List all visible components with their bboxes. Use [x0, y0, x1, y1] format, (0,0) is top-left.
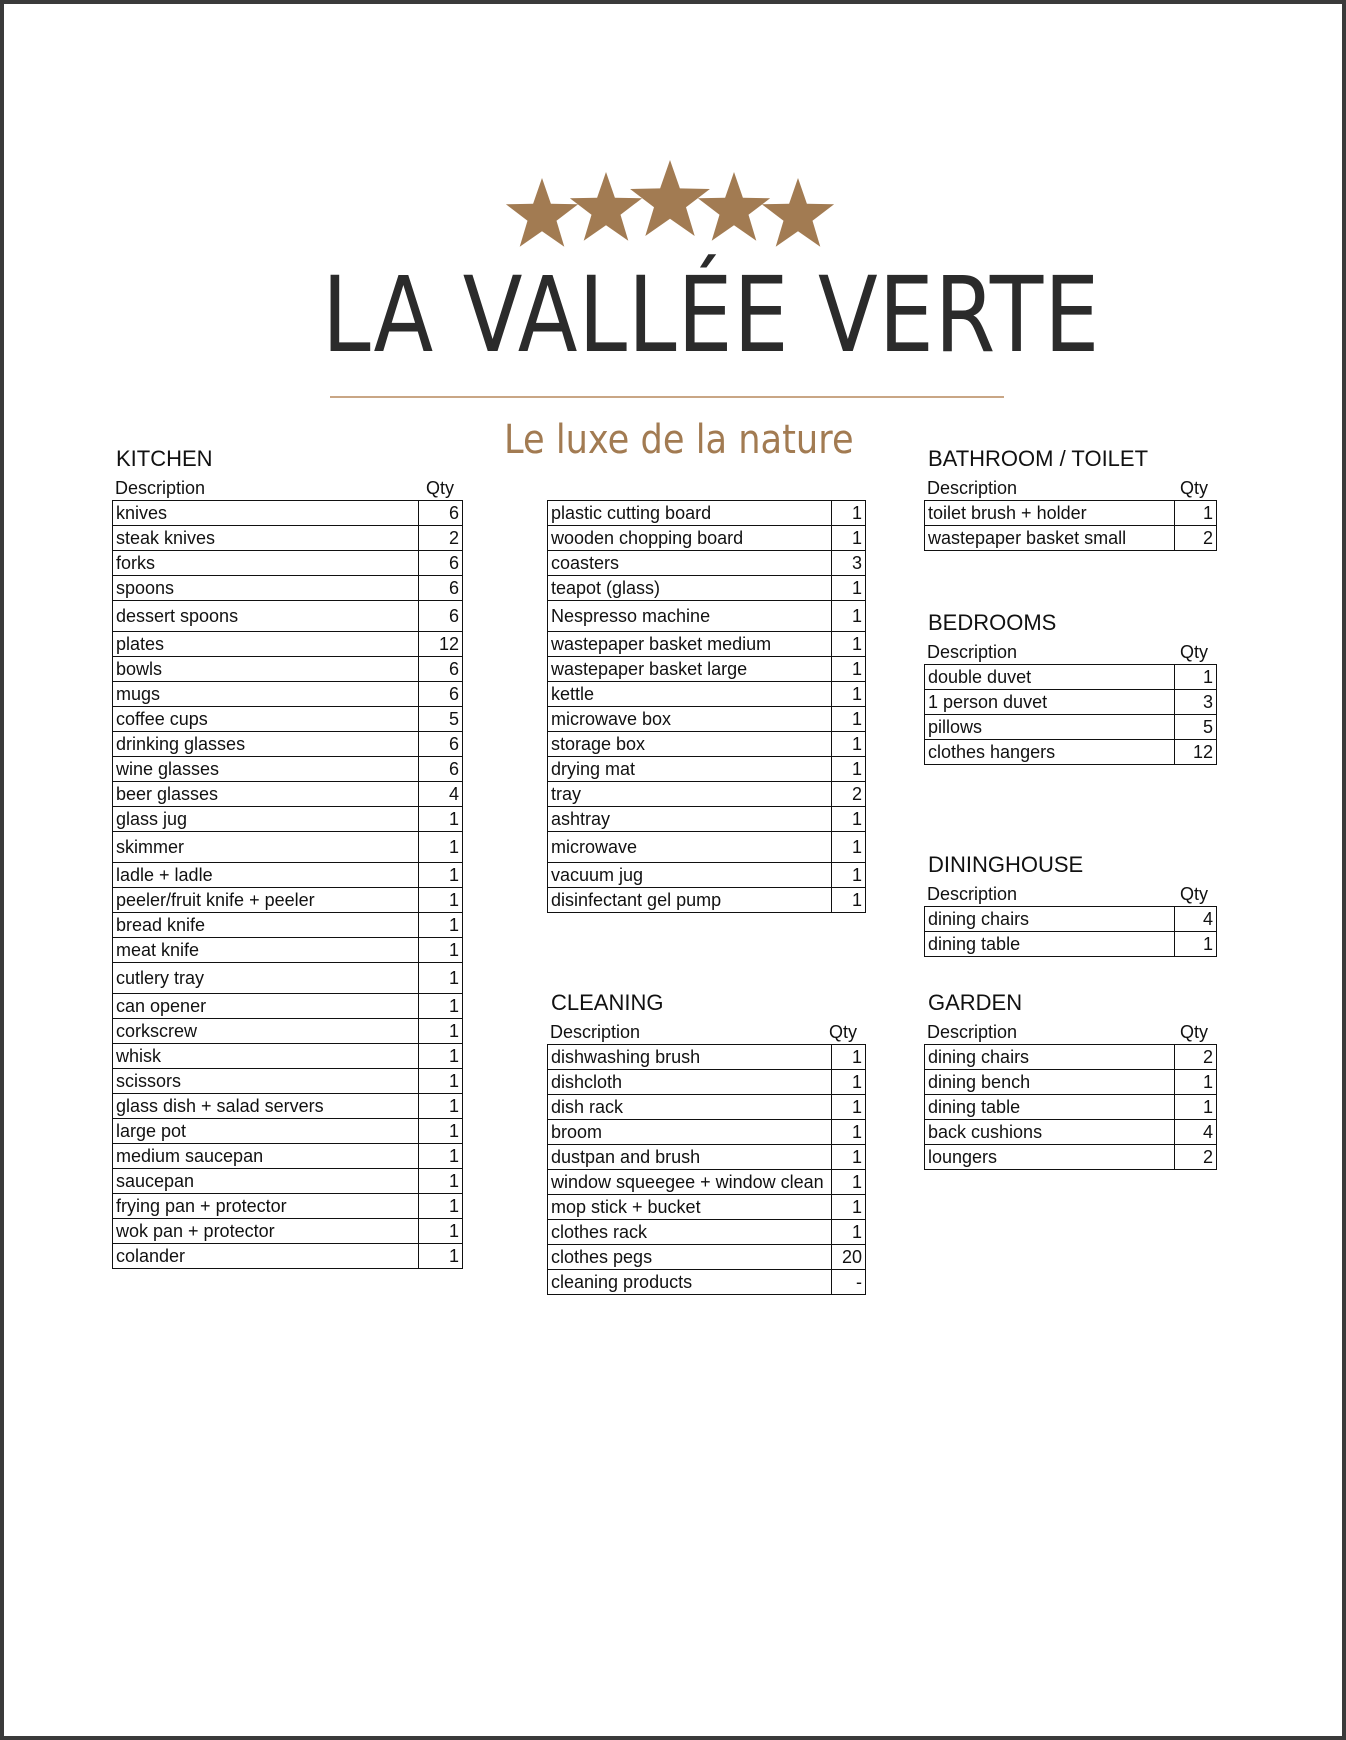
item-qty: 1 — [419, 1044, 463, 1069]
item-qty: 1 — [419, 1169, 463, 1194]
item-description: knives — [113, 501, 419, 526]
item-qty: 1 — [832, 1220, 866, 1245]
item-qty: - — [832, 1270, 866, 1295]
item-description: window squeegee + window clean — [548, 1170, 832, 1195]
table-header — [112, 476, 462, 500]
cleaning-table — [547, 1044, 866, 1295]
table-row — [925, 932, 1217, 957]
item-qty: 1 — [419, 1094, 463, 1119]
item-qty: 1 — [832, 1095, 866, 1120]
item-qty: 1 — [419, 994, 463, 1019]
column-header-qty: Qty — [425, 478, 454, 498]
table-row — [548, 1095, 866, 1120]
table-row — [113, 551, 463, 576]
table-row — [113, 994, 463, 1019]
kitchen-continued-table — [547, 500, 866, 913]
item-description: meat knife — [113, 938, 419, 963]
item-qty: 1 — [832, 863, 866, 888]
item-qty: 3 — [832, 551, 866, 576]
item-description: wastepaper basket large — [548, 657, 832, 682]
item-qty: 1 — [419, 807, 463, 832]
table-row — [113, 1069, 463, 1094]
table-row — [548, 1170, 866, 1195]
table-row — [113, 1119, 463, 1144]
item-qty: 6 — [419, 501, 463, 526]
item-qty: 1 — [832, 576, 866, 601]
table-row — [548, 863, 866, 888]
column-header-description: Description — [927, 642, 1018, 662]
item-qty: 1 — [1175, 665, 1217, 690]
item-description: toilet brush + holder — [925, 501, 1175, 526]
item-description: medium saucepan — [113, 1144, 419, 1169]
item-description: colander — [113, 1244, 419, 1269]
table-row — [113, 1044, 463, 1069]
section-title-garden: GARDEN — [928, 990, 1023, 1015]
table-row — [113, 913, 463, 938]
table-row — [548, 601, 866, 632]
item-qty: 1 — [419, 963, 463, 994]
item-qty: 1 — [1175, 501, 1217, 526]
item-description: dining bench — [925, 1070, 1175, 1095]
item-qty: 1 — [419, 1069, 463, 1094]
table-row — [113, 863, 463, 888]
item-qty: 4 — [1175, 1120, 1217, 1145]
stars-rating — [500, 154, 840, 264]
table-row — [113, 888, 463, 913]
item-qty: 1 — [832, 1045, 866, 1070]
table-row — [925, 907, 1217, 932]
star-icon — [630, 160, 710, 236]
item-description: dining table — [925, 1095, 1175, 1120]
table-row — [113, 526, 463, 551]
item-description: frying pan + protector — [113, 1194, 419, 1219]
item-description: glass dish + salad servers — [113, 1094, 419, 1119]
table-row — [548, 1145, 866, 1170]
brand-tagline: Le luxe de la nature — [504, 417, 854, 463]
item-description: clothes pegs — [548, 1245, 832, 1270]
item-qty: 2 — [419, 526, 463, 551]
item-qty: 1 — [832, 1170, 866, 1195]
item-qty: 1 — [832, 707, 866, 732]
item-qty: 1 — [832, 1070, 866, 1095]
column-header-qty: Qty — [828, 1022, 857, 1042]
star-icon — [570, 172, 642, 241]
item-description: drinking glasses — [113, 732, 419, 757]
item-qty: 6 — [419, 657, 463, 682]
table-header — [924, 640, 1216, 664]
item-description: can opener — [113, 994, 419, 1019]
item-qty: 5 — [1175, 715, 1217, 740]
column-header-description: Description — [550, 1022, 641, 1042]
kitchen-table — [112, 500, 463, 1269]
table-row — [548, 632, 866, 657]
item-description: storage box — [548, 732, 832, 757]
star-icon — [506, 178, 578, 247]
item-description: glass jug — [113, 807, 419, 832]
item-qty: 12 — [1175, 740, 1217, 765]
item-qty: 1 — [832, 601, 866, 632]
table-row — [548, 526, 866, 551]
section-title-dininghouse: DININGHOUSE — [928, 852, 1084, 877]
bathroom-section — [924, 446, 1217, 551]
item-description: dishcloth — [548, 1070, 832, 1095]
item-description: broom — [548, 1120, 832, 1145]
table-row — [113, 963, 463, 994]
item-qty: 1 — [832, 1120, 866, 1145]
item-qty: 1 — [419, 888, 463, 913]
brand-name: LA VALLÉE VERTE — [322, 254, 1101, 376]
table-row — [548, 782, 866, 807]
column-header-qty: Qty — [1179, 478, 1208, 498]
item-description: peeler/fruit knife + peeler — [113, 888, 419, 913]
item-description: coffee cups — [113, 707, 419, 732]
table-row — [113, 1194, 463, 1219]
table-row — [548, 832, 866, 863]
item-description: corkscrew — [113, 1019, 419, 1044]
column-header-description: Description — [927, 884, 1018, 904]
item-description: vacuum jug — [548, 863, 832, 888]
item-description: mugs — [113, 682, 419, 707]
item-description: wok pan + protector — [113, 1219, 419, 1244]
item-description: kettle — [548, 682, 832, 707]
item-description: wastepaper basket medium — [548, 632, 832, 657]
table-row — [113, 1244, 463, 1269]
item-qty: 1 — [419, 1119, 463, 1144]
item-qty: 2 — [832, 782, 866, 807]
item-description: dining table — [925, 932, 1175, 957]
column-header-qty: Qty — [1179, 884, 1208, 904]
item-description: steak knives — [113, 526, 419, 551]
item-description: ashtray — [548, 807, 832, 832]
table-row — [548, 657, 866, 682]
item-description: microwave — [548, 832, 832, 863]
item-qty: 1 — [1175, 1095, 1217, 1120]
item-qty: 1 — [419, 913, 463, 938]
table-row — [925, 665, 1217, 690]
item-description: Nespresso machine — [548, 601, 832, 632]
item-qty: 1 — [419, 1194, 463, 1219]
table-row — [548, 501, 866, 526]
item-description: spoons — [113, 576, 419, 601]
item-qty: 6 — [419, 551, 463, 576]
item-description: wine glasses — [113, 757, 419, 782]
item-description: back cushions — [925, 1120, 1175, 1145]
item-qty: 1 — [832, 1195, 866, 1220]
item-description: bread knife — [113, 913, 419, 938]
table-row — [113, 501, 463, 526]
section-title-cleaning: CLEANING — [551, 990, 664, 1015]
kitchen-section — [112, 446, 463, 1269]
table-row — [113, 807, 463, 832]
column-header-qty: Qty — [1179, 1022, 1208, 1042]
table-row — [548, 1195, 866, 1220]
item-qty: 4 — [1175, 907, 1217, 932]
item-qty: 1 — [419, 1219, 463, 1244]
item-qty: 1 — [419, 1244, 463, 1269]
document-page — [4, 4, 1342, 1736]
table-header — [924, 882, 1216, 906]
item-qty: 1 — [832, 501, 866, 526]
table-row — [113, 732, 463, 757]
bedrooms-table — [924, 664, 1217, 765]
table-row — [113, 1019, 463, 1044]
table-header — [924, 1020, 1216, 1044]
table-row — [925, 1045, 1217, 1070]
item-qty: 20 — [832, 1245, 866, 1270]
item-description: large pot — [113, 1119, 419, 1144]
garden-table — [924, 1044, 1217, 1170]
table-header — [547, 1020, 865, 1044]
table-row — [925, 1070, 1217, 1095]
item-qty: 1 — [832, 888, 866, 913]
item-qty: 3 — [1175, 690, 1217, 715]
table-row — [925, 1120, 1217, 1145]
item-description: microwave box — [548, 707, 832, 732]
item-qty: 1 — [419, 832, 463, 863]
table-row — [548, 757, 866, 782]
table-row — [113, 707, 463, 732]
table-row — [925, 526, 1217, 551]
table-row — [113, 757, 463, 782]
table-row — [925, 1095, 1217, 1120]
item-description: double duvet — [925, 665, 1175, 690]
table-row — [925, 501, 1217, 526]
item-qty: 5 — [419, 707, 463, 732]
item-description: scissors — [113, 1069, 419, 1094]
item-qty: 6 — [419, 601, 463, 632]
item-description: dishwashing brush — [548, 1045, 832, 1070]
item-description: whisk — [113, 1044, 419, 1069]
table-row — [113, 782, 463, 807]
item-qty: 6 — [419, 732, 463, 757]
table-row — [548, 1245, 866, 1270]
table-row — [548, 1220, 866, 1245]
brand-logo — [4, 4, 1342, 474]
item-qty: 1 — [1175, 932, 1217, 957]
item-description: wooden chopping board — [548, 526, 832, 551]
item-description: skimmer — [113, 832, 419, 863]
item-qty: 6 — [419, 757, 463, 782]
item-description: saucepan — [113, 1169, 419, 1194]
item-qty: 2 — [1175, 1145, 1217, 1170]
dininghouse-section — [924, 852, 1217, 957]
item-description: pillows — [925, 715, 1175, 740]
item-qty: 1 — [832, 632, 866, 657]
item-qty: 1 — [832, 732, 866, 757]
column-header-description: Description — [927, 478, 1018, 498]
item-qty: 1 — [832, 526, 866, 551]
item-qty: 1 — [419, 1019, 463, 1044]
table-row — [113, 576, 463, 601]
item-description: clothes hangers — [925, 740, 1175, 765]
table-row — [925, 740, 1217, 765]
bedrooms-section — [924, 610, 1217, 765]
item-description: wastepaper basket small — [925, 526, 1175, 551]
garden-section — [924, 990, 1217, 1170]
table-row — [925, 1145, 1217, 1170]
table-row — [548, 551, 866, 576]
table-row — [548, 1270, 866, 1295]
item-qty: 1 — [832, 657, 866, 682]
item-qty: 2 — [1175, 526, 1217, 551]
star-icon — [698, 172, 770, 241]
item-qty: 1 — [419, 863, 463, 888]
item-qty: 1 — [832, 1145, 866, 1170]
table-row — [548, 707, 866, 732]
item-description: 1 person duvet — [925, 690, 1175, 715]
item-qty: 1 — [419, 938, 463, 963]
column-header-description: Description — [927, 1022, 1018, 1042]
table-row — [113, 632, 463, 657]
item-description: beer glasses — [113, 782, 419, 807]
table-row — [113, 657, 463, 682]
item-description: clothes rack — [548, 1220, 832, 1245]
item-description: loungers — [925, 1145, 1175, 1170]
kitchen-continued-section — [547, 500, 866, 913]
item-qty: 1 — [1175, 1070, 1217, 1095]
table-row — [548, 682, 866, 707]
table-row — [548, 807, 866, 832]
item-description: bowls — [113, 657, 419, 682]
section-title-bedrooms: BEDROOMS — [928, 610, 1057, 635]
table-row — [925, 690, 1217, 715]
column-header-description: Description — [115, 478, 206, 498]
table-row — [548, 1045, 866, 1070]
item-description: plates — [113, 632, 419, 657]
column-header-qty: Qty — [1179, 642, 1208, 662]
item-qty: 1 — [832, 757, 866, 782]
cleaning-section — [547, 990, 866, 1295]
item-description: ladle + ladle — [113, 863, 419, 888]
item-description: dustpan and brush — [548, 1145, 832, 1170]
item-description: coasters — [548, 551, 832, 576]
table-row — [113, 1094, 463, 1119]
bathroom-table — [924, 500, 1217, 551]
item-qty: 4 — [419, 782, 463, 807]
item-qty: 6 — [419, 576, 463, 601]
item-description: mop stick + bucket — [548, 1195, 832, 1220]
item-description: dish rack — [548, 1095, 832, 1120]
item-qty: 12 — [419, 632, 463, 657]
item-qty: 1 — [419, 1144, 463, 1169]
table-row — [925, 715, 1217, 740]
item-description: cutlery tray — [113, 963, 419, 994]
table-row — [113, 1219, 463, 1244]
item-description: tray — [548, 782, 832, 807]
item-description: dessert spoons — [113, 601, 419, 632]
item-qty: 1 — [832, 682, 866, 707]
table-row — [113, 938, 463, 963]
item-description: dining chairs — [925, 907, 1175, 932]
item-description: forks — [113, 551, 419, 576]
table-row — [548, 888, 866, 913]
item-description: teapot (glass) — [548, 576, 832, 601]
table-row — [113, 832, 463, 863]
table-row — [113, 682, 463, 707]
section-title-bathroom: BATHROOM / TOILET — [928, 446, 1149, 471]
brand-divider — [330, 396, 1004, 398]
section-title-kitchen: KITCHEN — [116, 446, 213, 471]
table-row — [113, 601, 463, 632]
table-row — [113, 1144, 463, 1169]
table-row — [113, 1169, 463, 1194]
item-qty: 6 — [419, 682, 463, 707]
star-icon — [762, 178, 834, 247]
item-qty: 1 — [832, 807, 866, 832]
table-row — [548, 1070, 866, 1095]
item-description: cleaning products — [548, 1270, 832, 1295]
table-row — [548, 732, 866, 757]
item-description: dining chairs — [925, 1045, 1175, 1070]
item-description: plastic cutting board — [548, 501, 832, 526]
item-description: drying mat — [548, 757, 832, 782]
item-qty: 1 — [832, 832, 866, 863]
table-header — [924, 476, 1216, 500]
table-row — [548, 1120, 866, 1145]
item-description: disinfectant gel pump — [548, 888, 832, 913]
item-qty: 2 — [1175, 1045, 1217, 1070]
table-row — [548, 576, 866, 601]
dininghouse-table — [924, 906, 1217, 957]
